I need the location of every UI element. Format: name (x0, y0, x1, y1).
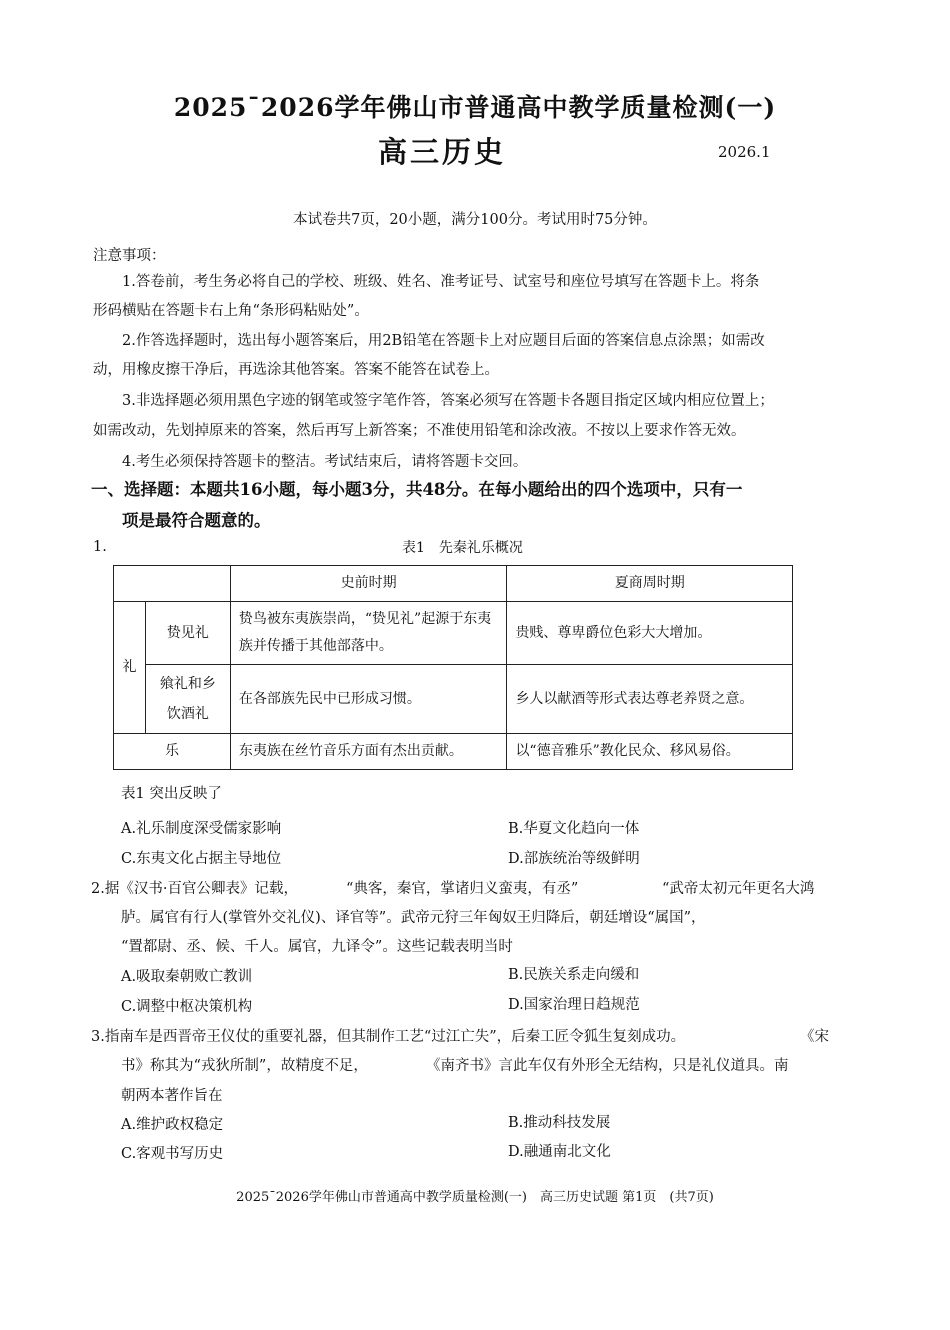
note-3a: 3.非选择题必须用黑色字迹的钢笔或签字笔作答，答案必须写在答题卡各题目指定区域内相应位置上； (122, 393, 774, 409)
row-label-yue: 乐 (114, 734, 231, 770)
q2-line1a: 2.据《汉书·百官公卿表》记载， (91, 881, 298, 897)
row-label-xiangli: 飨礼和乡饮酒礼 (145, 665, 230, 734)
table-header-row (114, 566, 793, 602)
q1-stem: 表1 突出反映了 (121, 786, 222, 802)
exam-info: 本试卷共7页，20小题，满分100分。考试用时75分钟。 (293, 212, 657, 228)
q1-option-b[interactable]: B.华夏文化趋向一体 (508, 821, 640, 837)
q3-option-a[interactable]: A.维护政权稳定 (121, 1117, 224, 1133)
cell-yue-prehistoric: 东夷族在丝竹音乐方面有杰出贡献。 (230, 734, 507, 770)
q2-line3: “置都尉、丞、候、千人。属官，九译令”。这些记载表明当时 (121, 939, 513, 955)
cell-zhijian-prehistoric: 贽鸟被东夷族崇尚，“贽见礼”起源于东夷族并传播于其他部落中。 (230, 602, 507, 665)
subject-title: 高三历史 (378, 135, 507, 169)
cell-xiangli-xsz: 乡人以献酒等形式表达尊老养贤之意。 (507, 665, 793, 734)
q3-line2b: 《南齐书》言此车仅有外形全无结构，只是礼仪道具。南 (426, 1058, 789, 1074)
q1-option-c[interactable]: C.东夷文化占据主导地位 (121, 851, 282, 867)
exam-title: 2025¯2026学年佛山市普通高中教学质量检测(一) (173, 93, 777, 122)
section-heading-line2: 项是最符合题意的。 (122, 511, 271, 530)
q2-line1c: “武帝太初元年更名大鸿 (662, 881, 815, 897)
note-3b: 如需改动，先划掉原来的答案，然后再写上新答案；不准使用铅笔和涂改液。不按以上要求作答无效。 (93, 423, 746, 439)
q1-option-a[interactable]: A.礼乐制度深受儒家影响 (121, 821, 282, 837)
note-1a: 1.答卷前，考生务必将自己的学校、班级、姓名、准考证号、试室号和座位号填写在答题卡上。将条 (122, 274, 760, 290)
cell-xiangli-prehistoric: 在各部族先民中已形成习惯。 (230, 665, 507, 734)
q1-number: 1. (93, 539, 107, 555)
q2-option-a[interactable]: A.吸取秦朝败亡教训 (121, 969, 253, 985)
col-header-xia-shang-zhou: 夏商周时期 (507, 566, 793, 602)
q3-line1a: 3.指南车是西晋帝王仪仗的重要礼器，但其制作工艺“过江亡失”，后秦工匠令狐生复刻成功。 (91, 1029, 686, 1045)
q3-line1b: 《宋 (800, 1029, 829, 1045)
q1-table (113, 565, 793, 770)
q3-line2a: 书》称其为“戎狄所制”，故精度不足， (121, 1058, 368, 1074)
cell-yue-xsz: 以“德音雅乐”教化民众、移风易俗。 (507, 734, 793, 770)
q2-option-b[interactable]: B.民族关系走向缓和 (508, 967, 640, 983)
section-heading-line1: 一、选择题：本题共16小题，每小题3分，共48分。在每小题给出的四个选项中，只有一 (91, 480, 743, 499)
cell-zhijian-xsz: 贵贱、尊卑爵位色彩大大增加。 (507, 602, 793, 665)
notes-heading: 注意事项： (93, 248, 166, 264)
row-label-zhijian: 贽见礼 (145, 602, 230, 665)
table-row (114, 602, 793, 665)
note-2a: 2.作答选择题时，选出每小题答案后，用2B铅笔在答题卡上对应题目后面的答案信息点涂黑；如需改 (122, 333, 765, 349)
exam-date: 2026.1 (718, 143, 771, 161)
q2-option-c[interactable]: C.调整中枢决策机构 (121, 999, 253, 1015)
table-corner-cell (114, 566, 231, 602)
page-footer: 2025¯2026学年佛山市普通高中教学质量检测(一) 高三历史试题 第1页 (共7页) (236, 1190, 714, 1205)
q1-table-title: 表1 先秦礼乐概况 (402, 540, 523, 556)
q1-option-d[interactable]: D.部族统治等级鲜明 (508, 851, 640, 867)
col-header-prehistoric: 史前时期 (230, 566, 507, 602)
q2-line1b: “典客，秦官，掌诸归义蛮夷，有丞” (346, 881, 579, 897)
q3-option-d[interactable]: D.融通南北文化 (508, 1144, 611, 1160)
note-1b: 形码横贴在答题卡右上角“条形码粘贴处”。 (93, 303, 369, 319)
q3-line3: 朝两本著作旨在 (121, 1088, 223, 1104)
q3-option-b[interactable]: B.推动科技发展 (508, 1115, 611, 1131)
q3-option-c[interactable]: C.客观书写历史 (121, 1146, 224, 1162)
q2-option-d[interactable]: D.国家治理日趋规范 (508, 997, 640, 1013)
note-2b: 动，用橡皮擦干净后，再选涂其他答案。答案不能答在试卷上。 (93, 362, 499, 378)
table-row (114, 734, 793, 770)
note-4: 4.考生必须保持答题卡的整洁。考试结束后，请将答题卡交回。 (122, 454, 528, 470)
q2-line2: 胪。属官有行人(掌管外交礼仪)、译官等”。武帝元狩三年匈奴王归降后，朝廷增设“属国”， (121, 910, 706, 926)
row-group-li: 礼 (114, 602, 146, 734)
table-row (114, 665, 793, 734)
